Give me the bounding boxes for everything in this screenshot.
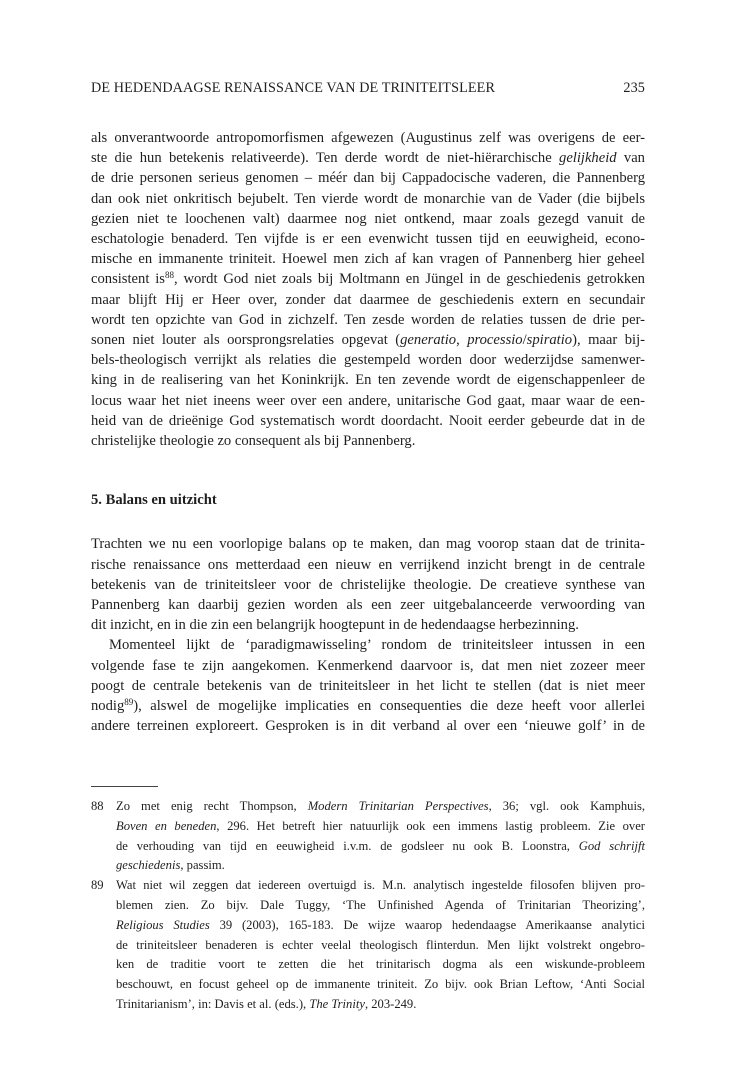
text-line: wordt ten opzichte van God in zichzelf. Ten zesde worden de relaties tussen de drie per- — [91, 311, 645, 328]
paragraph-3 — [91, 635, 645, 736]
text-line: christelijke theologie zo consequent als bij Pannenberg. — [91, 433, 416, 450]
footnote-ref-89[interactable]: 89 — [124, 697, 134, 708]
text-line: sonen niet louter als oorsprongsrelaties opgevat (generatio, processio/spiratio), maar bij- — [91, 332, 645, 349]
footnotes — [91, 797, 645, 1015]
text-line: ste die hun betekenis relativeerde). Ten derde wordt de niet-hiërarchische gelijkheid van — [91, 150, 645, 167]
text-line: poogt de centrale betekenis van de triniteitsleer in het licht te stellen (dat is niet meer — [91, 677, 645, 694]
footnote-separator — [91, 786, 158, 787]
text-line: Momenteel lijkt de ‘paradigmawisseling’ rondom de triniteitsleer intussen in een — [109, 637, 645, 654]
footnote-line: Trinitarianism’, in: Davis et al. (eds.), The Trinity, 203-249. — [116, 996, 417, 1011]
text-line: mische en immanente triniteit. Hoewel men zich af kan vragen of Pannenberg hier geheel — [91, 251, 645, 268]
text-line: als onverantwoorde antropomorfismen afgewezen (Augustinus zelf was overigens de eer- — [91, 130, 645, 146]
text-line: dit inzicht, en in die zin een belangrijk hoogtepunt in de hedendaagse herbezinning. — [91, 617, 579, 634]
section-heading: 5. Balans en uitzicht — [91, 492, 217, 509]
text-line: volgende fase te zijn aangekomen. Kenmerkend daarvoor is, dat men niet zozeer meer — [91, 657, 645, 674]
footnote-ref-88[interactable]: 88 — [164, 270, 174, 281]
footnote-line: geschiedenis, passim. — [116, 858, 225, 873]
text-line: andere terreinen exploreert. Gesproken is in dit verband al over een ‘nieuwe golf’ in de — [91, 718, 645, 735]
text-line: eschatologie benaderd. Ten vijfde is er een evenwicht tussen tijd en eeuwigheid, econo- — [91, 231, 645, 248]
footnote-line: de triniteitsleer benaderen is echter veelal theologisch flinterdun. Men lijkt volstrekt ongebro- — [116, 937, 645, 952]
footnote-line: ken de traditie voort te zetten die het trinitarisch dogma als een wiskunde-probleem — [116, 957, 645, 972]
text-line: Pannenberg kan daarbij gezien worden als een zeer uitgebalanceerde verwoording van — [91, 597, 645, 614]
text-line: consistent $is^{88}$, wordt God niet zoals bij Moltmann en Jüngel in de geschiedenis getrokken — [91, 270, 645, 288]
footnote-line: Wat niet wil zeggen dat iedereen overtuigd is. M.n. analytisch ingestelde filosofen blijven pro- — [116, 878, 645, 893]
footnote-line: blemen zien. Zo bijv. Dale Tuggy, ‘The Unfinished Agenda of Trinitarian Theorizing’, — [116, 897, 645, 912]
text-line: betekenis van de triniteitsleer voor de christelijke theologie. De creatieve synthese van — [91, 576, 645, 593]
footnote-line: beschouwt, en focust geheel op de immanente triniteit. Zo bijv. ook Brian Leftow, ‘Anti Social — [116, 977, 645, 992]
footnote-89 — [91, 876, 645, 1015]
text-line: maar blijft Hij er Heer over, zonder dat daarmee de geschiedenis extern en secundair — [91, 291, 645, 308]
footnote-line: de verhouding van tijd en eeuwigheid i.v.m. de godsleer nu ook B. Loonstra, God schrijft — [116, 838, 645, 853]
text-line: nodig$^{89}$), alswel de mogelijke implicaties en consequenties die deze heeft voor allerlei — [91, 697, 645, 715]
text-line: dan ook niet onkritisch bejubelt. Ten vierde wordt de monarchie van de Vader (die bijbels — [91, 190, 645, 207]
text-line: king in de realisering van het Koninkrijk. En ten zevende wordt de eigenschappenleer de — [91, 372, 645, 389]
footnote-line: Boven en beneden, 296. Het betreft hier natuurlijk ook een immens lastig probleem. Zie over — [116, 818, 645, 833]
paragraph-1 — [91, 128, 645, 451]
page-number: 235 — [623, 80, 645, 96]
footnote-line: Zo met enig recht Thompson, Modern Trinitarian Perspectives, 36; vgl. ook Kamphuis, — [116, 799, 645, 813]
text-line: heid van de drieënige God systematisch wordt doordacht. Nooit eerder gebeurde dat in de — [91, 412, 645, 429]
paragraph-2 — [91, 534, 645, 635]
running-header — [91, 80, 645, 97]
footnote-line: Religious Studies 39 (2003), 165-183. De wijze waarop hedendaagse Amerikaanse analytici — [116, 917, 645, 932]
text-line: bels-theologisch verrijkt als relaties die gestempeld worden door wederzijdse samenwer- — [91, 352, 645, 369]
main-text — [91, 128, 645, 736]
text-line: Trachten we nu een voorlopige balans op te maken, dan mag voorop staan dat de trinita- — [91, 536, 645, 553]
running-title: DE HEDENDAAGSE RENAISSANCE VAN DE TRINITEITSLEER — [91, 80, 496, 96]
footnote-number: 88 — [91, 799, 104, 813]
text-line: rische renaissance ons metterdaad een nieuw en verrijkend inzicht brengt in de centrale — [91, 556, 645, 573]
text-line: gezien niet te loochenen valt) daarmee nog niet ontkend, maar zoals gezegd vanuit de — [91, 210, 645, 227]
footnote-88 — [91, 797, 645, 876]
footnote-number: 89 — [91, 878, 104, 893]
text-line: de drie personen serieus genomen – méér dan bij Cappadocische vaderen, die Pannenberg — [91, 170, 645, 187]
text-line: locus waar het niet ineens weer over een andere, unitarische God gaat, maar waar de een- — [91, 392, 645, 409]
